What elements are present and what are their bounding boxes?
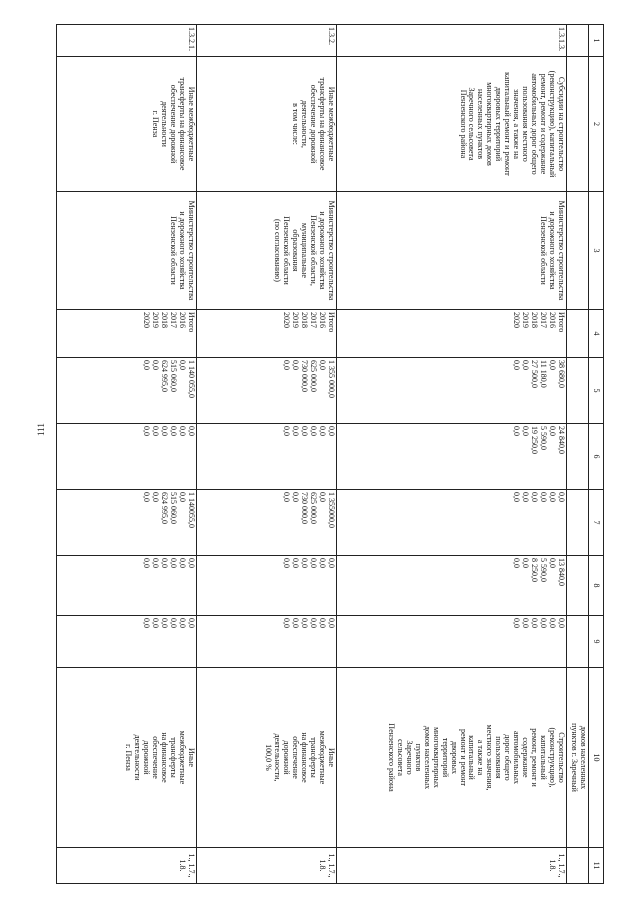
- table-row: [337, 25, 567, 884]
- row-code: 1.3.1.3.: [337, 25, 567, 57]
- row-amounts-col9: 0,0 0,0 0,0 0,0 0,0 0,0: [57, 616, 197, 668]
- table-row: [197, 25, 337, 884]
- column-number: 8: [589, 556, 604, 616]
- empty-cell: [567, 192, 589, 310]
- empty-cell: [567, 57, 589, 192]
- row-amounts-col5: 1 140 055,0 0,0 515 060,0 624 995,0 0,0 0,0: [57, 358, 197, 424]
- row-years: Итого 2016 2017 2018 2019 2020: [337, 310, 567, 358]
- row-indicator: Иные межбюджетные трансферты на финансовое обеспечение дорожной деятельности, 100,0 %: [197, 668, 337, 848]
- row-executor: Министерство строительства и дорожного хозяйства Пензенской области: [57, 192, 197, 310]
- empty-cell: [567, 424, 589, 490]
- row-amounts-col8: 13 840,0 0,0 5 590,0 8 250,0 0,0 0,0: [337, 556, 567, 616]
- row-executor: Министерство строительства и дорожного хозяйства Пензенской области, муниципальные образования Пензенской области (по согласованию): [197, 192, 337, 310]
- column-number: 3: [589, 192, 604, 310]
- row-amounts-col8: 0,0 0,0 0,0 0,0 0,0 0,0: [197, 556, 337, 616]
- column-number: 1: [589, 25, 604, 57]
- row-reference: 1., 1.7., 1.8.: [337, 848, 567, 884]
- row-amounts-col6: 24 840,0 0,0 5 590,0 19 250,0 0,0 0,0: [337, 424, 567, 490]
- row-reference: 1., 1.7., 1.8.: [197, 848, 337, 884]
- row-amounts-col6: 0,0 0,0 0,0 0,0 0,0 0,0: [197, 424, 337, 490]
- empty-cell: [567, 310, 589, 358]
- column-number: 11: [589, 848, 604, 884]
- row-amounts-col8: 0,0 0,0 0,0 0,0 0,0 0,0: [57, 556, 197, 616]
- row-indicator: Строительство (реконструкцию), капитальный ремонт, ремонт и содержание автомобильных дорог общего пользования местного значения, а также на капитальный ремонт и ремонт дворовых территорий многоквартирных домов населенных пунктов Заречного сельсовета Пензенского района: [337, 668, 567, 848]
- row-amounts-col7: 1 355000,0 0,0 625 000,0 730 000,0 0,0 0,0: [197, 490, 337, 556]
- column-number: 10: [589, 668, 604, 848]
- column-number-row: [589, 25, 604, 884]
- row-amounts-col7: 1 140055,0 0,0 515 060,0 624 995,0 0,0 0,0: [57, 490, 197, 556]
- row-name: Иные межбюджетные трансферты на финансовое обеспечение дорожной деятельности, в том числе:: [197, 57, 337, 192]
- empty-cell: [567, 616, 589, 668]
- row-amounts-col9: 0,0 0,0 0,0 0,0 0,0 0,0: [337, 616, 567, 668]
- empty-cell: [567, 490, 589, 556]
- column-number: 2: [589, 57, 604, 192]
- row-years: Итого 2016 2017 2018 2019 2020: [57, 310, 197, 358]
- program-table: [56, 24, 604, 884]
- row-code: 1.3.2.1.: [57, 25, 197, 57]
- row-amounts-col9: 0,0 0,0 0,0 0,0 0,0 0,0: [197, 616, 337, 668]
- row-amounts-col7: 0,0 0,0 0,0 0,0 0,0 0,0: [337, 490, 567, 556]
- row-indicator: Иные межбюджетные трансферты на финансовое обеспечение дорожной деятельности г. Пенза: [57, 668, 197, 848]
- page-number: 111: [36, 423, 46, 436]
- row-amounts-col5: 38 680,0 0,0 11 180,0 27 500,0 0,0 0,0: [337, 358, 567, 424]
- continued-indicator-cell: домов населенных пунктов г. Заречный: [567, 668, 589, 848]
- column-number: 6: [589, 424, 604, 490]
- row-reference: 1., 1.7., 1.8.: [57, 848, 197, 884]
- column-number: 9: [589, 616, 604, 668]
- empty-cell: [567, 358, 589, 424]
- empty-cell: [567, 556, 589, 616]
- row-executor: Министерство строительства и дорожного хозяйства Пензенской области: [337, 192, 567, 310]
- table-row: [57, 25, 197, 884]
- empty-cell: [567, 25, 589, 57]
- column-number: 4: [589, 310, 604, 358]
- row-name: Субсидии на строительство (реконструкцию), капитальный ремонт, ремонт и содержание автомобильных дорог общего пользования местного значения, а также на капитальный ремонт и ремонт дворовых территорий многоквартирных домов населенных пунктов Заречного сельсовета Пензенского района: [337, 57, 567, 192]
- empty-cell: [567, 848, 589, 884]
- column-number: 5: [589, 358, 604, 424]
- row-name: Иные межбюджетные трансферты на финансовое обеспечение дорожной деятельности г. Пенза: [57, 57, 197, 192]
- rotated-page-content: [59, 24, 604, 883]
- row-years: Итого 2016 2017 2018 2019 2020: [197, 310, 337, 358]
- column-number: 7: [589, 490, 604, 556]
- row-amounts-col5: 1 355 000,0 0,0 625 000,0 730 000,0 0,0 0,0: [197, 358, 337, 424]
- continued-row: [567, 25, 589, 884]
- row-code: 1.3.2.: [197, 25, 337, 57]
- row-amounts-col6: 0,0 0,0 0,0 0,0 0,0 0,0: [57, 424, 197, 490]
